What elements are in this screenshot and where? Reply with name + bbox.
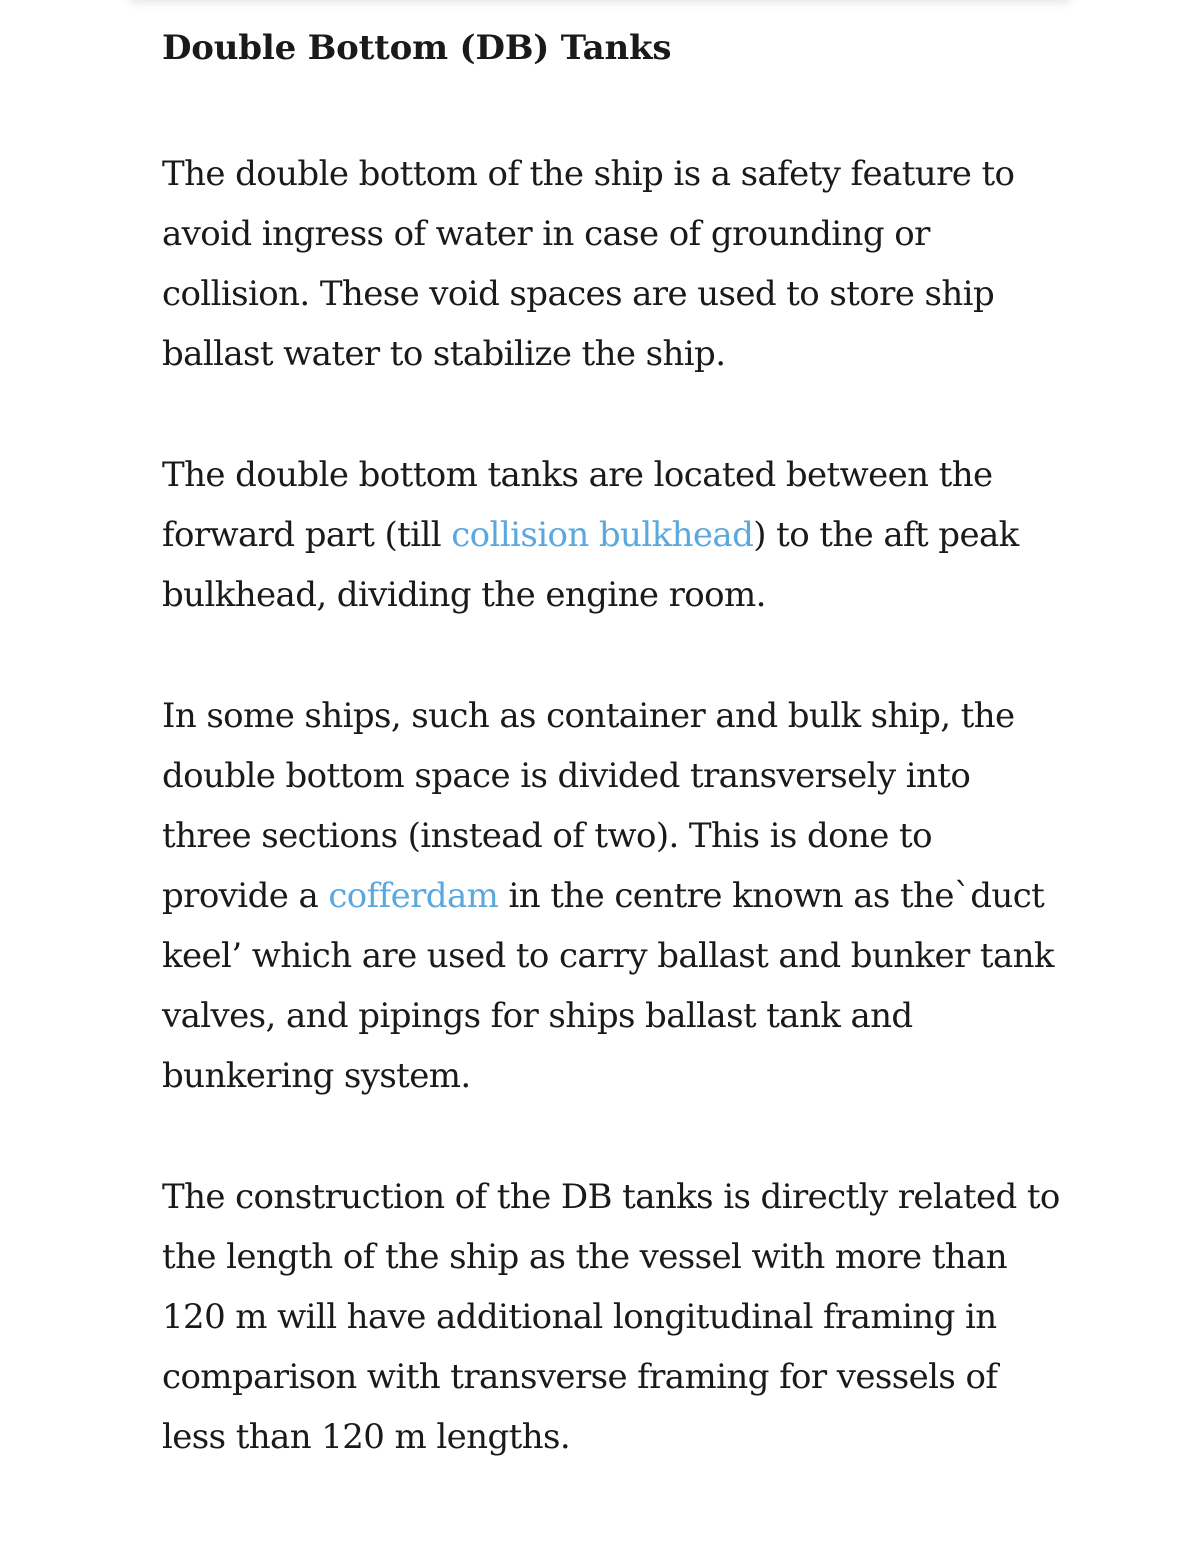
paragraph-tank-location [162,445,1062,625]
paragraph-construction: The construction of the DB tanks is directly related to the length of the ship as the vessel with more than 120 m will have additional longitudinal framing in comparison with transverse framing for vessels of less than 120 m lengths. [162,1177,1060,1457]
paragraph-duct-keel [162,686,1062,1106]
paragraph-text: ) to the aft peak bulkhead, dividing the engine room. [162,515,1019,615]
collision-bulkhead-link[interactable]: collision bulkhead [451,515,754,555]
paragraph-text: in the centre known as the`duct keel’ which are used to carry ballast and bunker tank valves, and pipings for ships ballast tank and bunkering system. [162,876,1054,1096]
article-body [162,22,1062,1467]
paragraph-double-bottom-purpose: The double bottom of the ship is a safety feature to avoid ingress of water in case of grounding or collision. These void spaces are used to store ship ballast water to stabilize the ship. [162,154,1015,374]
cofferdam-link[interactable]: cofferdam [328,876,499,916]
paragraph-text: The double bottom tanks are located between the forward part (till [162,455,993,555]
paragraph-text: In some ships, such as container and bulk ship, the double bottom space is divided transversely into three sections (instead of two). This is done to provide a [162,696,1015,916]
section-heading: Double Bottom (DB) Tanks [162,28,672,68]
